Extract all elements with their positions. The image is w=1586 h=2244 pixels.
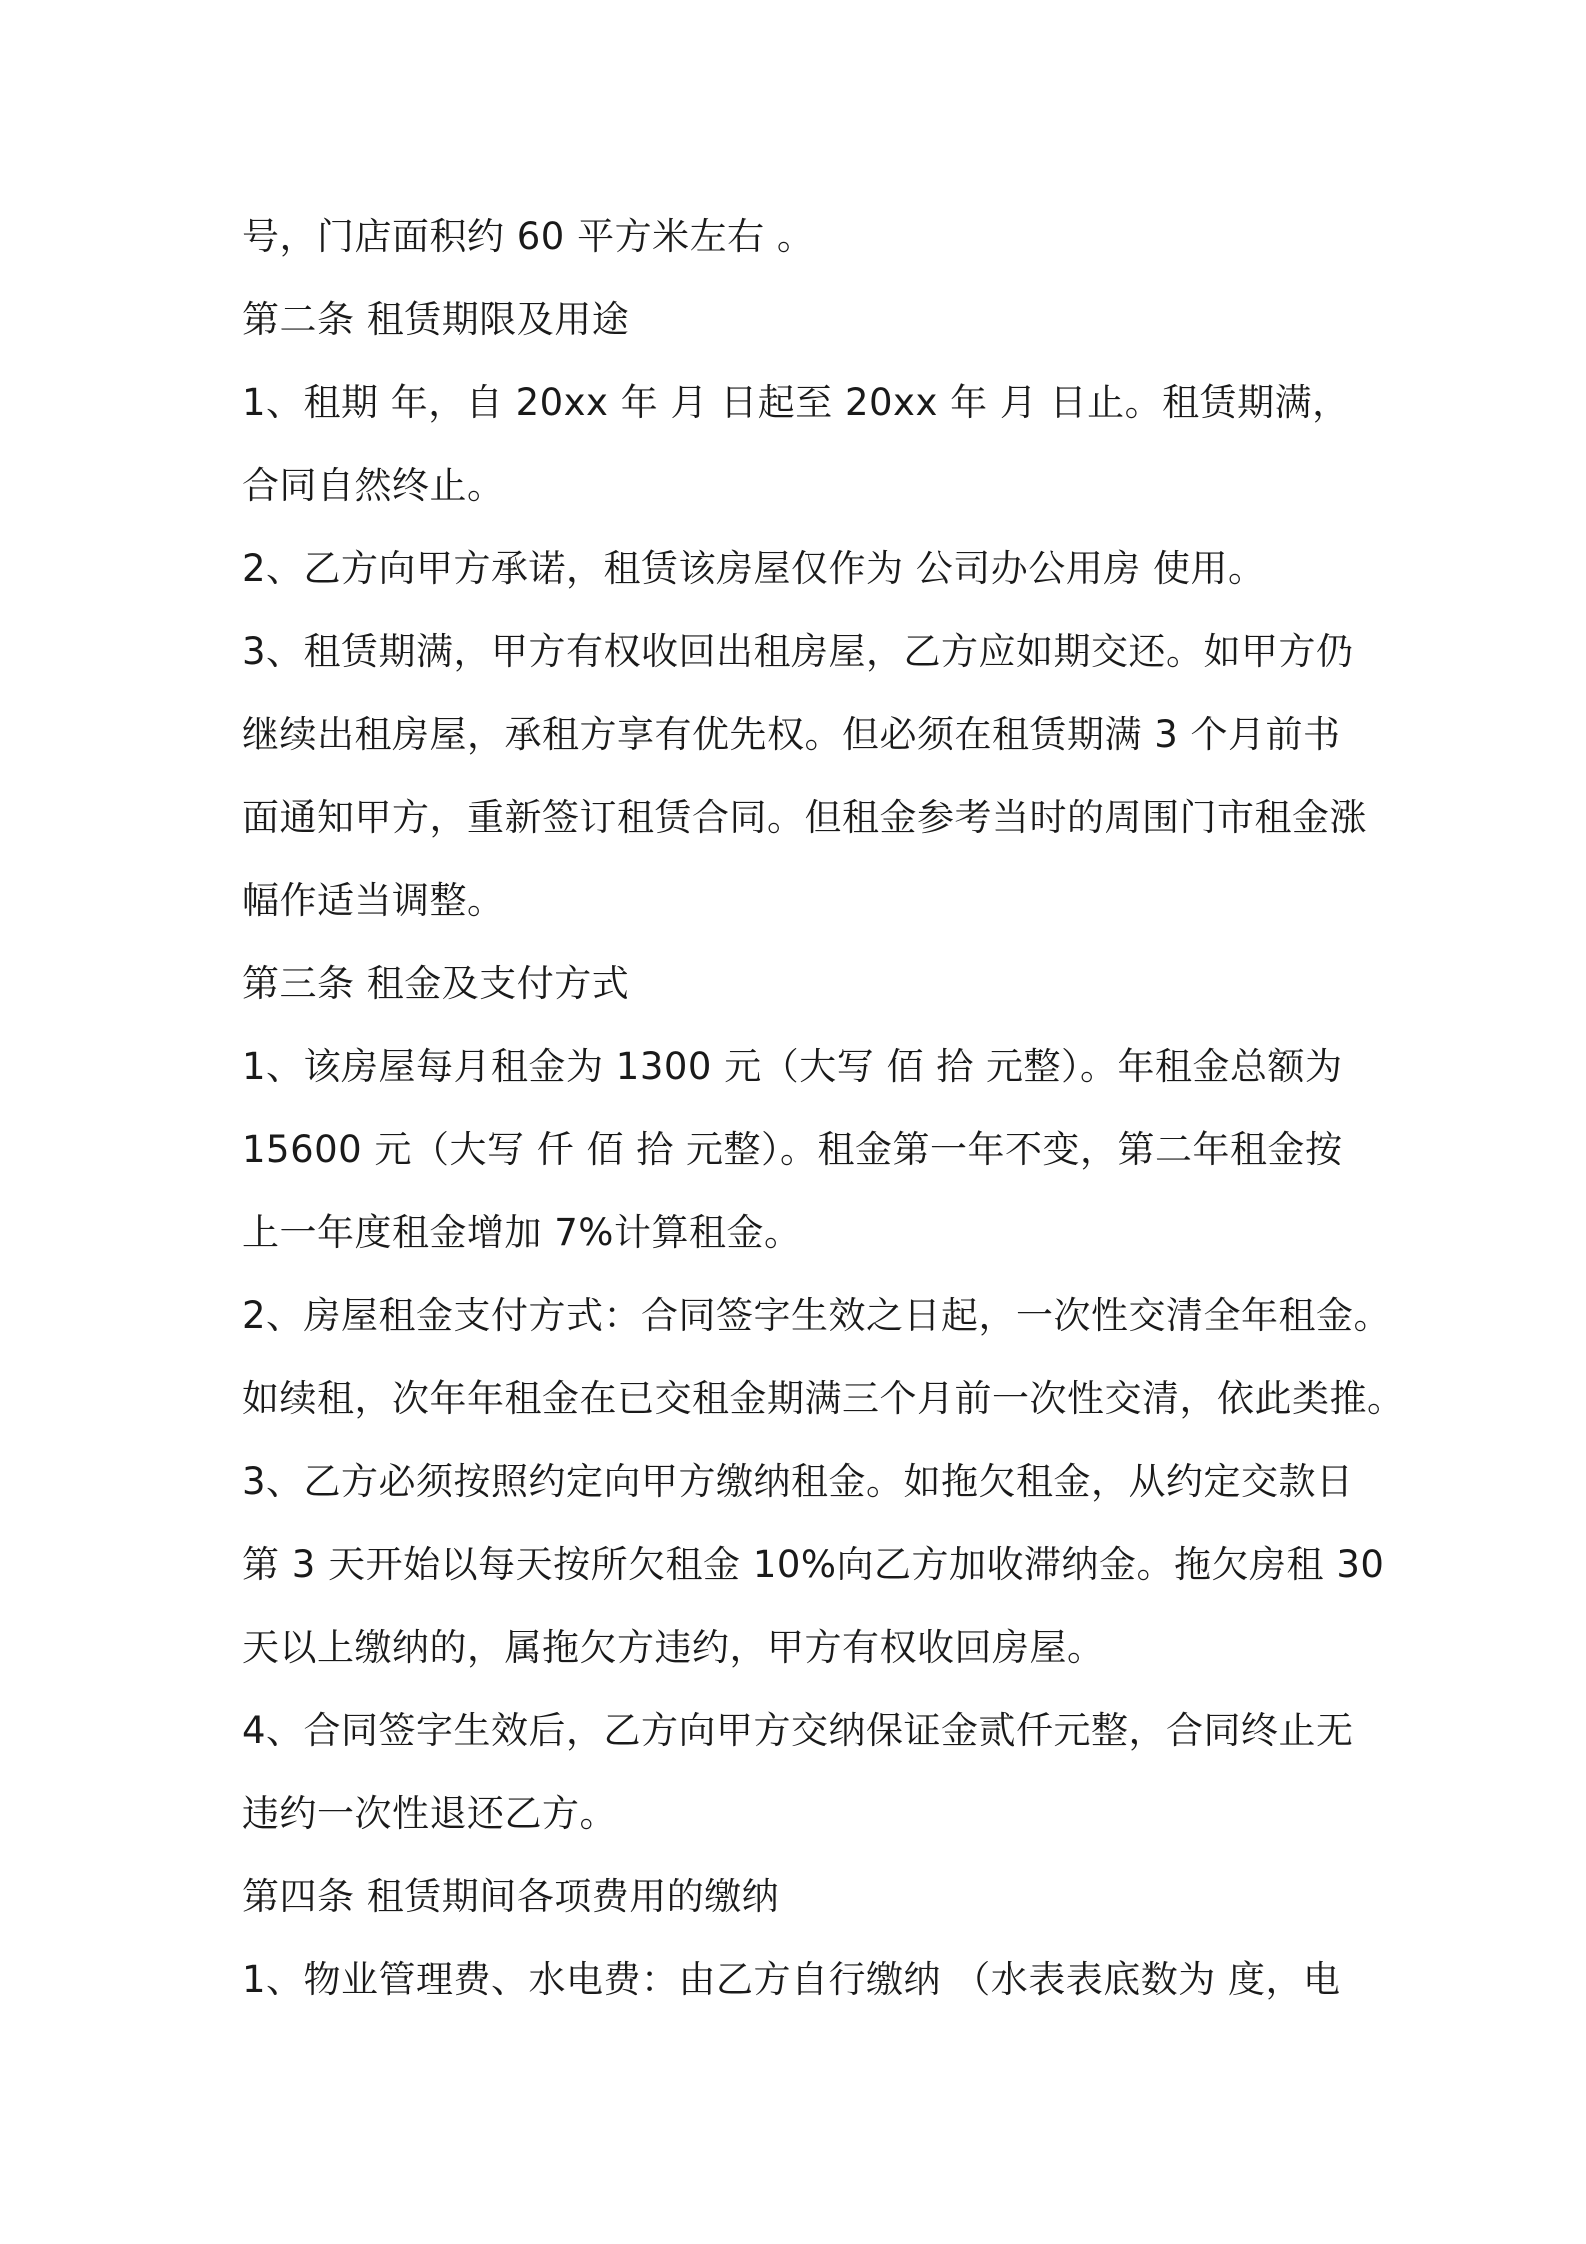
text-line: 上一年度租金增加 7%计算租金。 — [242, 1211, 802, 1254]
text-line: 2、乙方向甲方承诺，租赁该房屋仅作为 公司办公用房 使用。 — [242, 547, 1266, 590]
text-line: 继续出租房屋，承租方享有优先权。但必须在租赁期满 3 个月前书 — [242, 713, 1341, 756]
text-line: 号，门店面积约 60 平方米左右 。 — [242, 215, 815, 258]
text-line: 合同自然终止。 — [242, 464, 505, 507]
contract-text — [242, 195, 1405, 2021]
text-line: 第 3 天开始以每天按所欠租金 10%向乙方加收滞纳金。拖欠房租 30 — [242, 1543, 1385, 1586]
text-line: 3、乙方必须按照约定向甲方缴纳租金。如拖欠租金，从约定交款日 — [242, 1460, 1354, 1503]
text-line: 3、租赁期满，甲方有权收回出租房屋，乙方应如期交还。如甲方仍 — [242, 630, 1354, 673]
section-heading: 第三条 租金及支付方式 — [242, 962, 630, 1005]
text-line: 15600 元（大写 仟 佰 拾 元整）。租金第一年不变，第二年租金按 — [242, 1128, 1343, 1171]
text-line: 天以上缴纳的，属拖欠方违约，甲方有权收回房屋。 — [242, 1626, 1105, 1669]
text-line: 如续租，次年年租金在已交租金期满三个月前一次性交清，依此类推。 — [242, 1377, 1405, 1420]
text-line: 1、物业管理费、水电费：由乙方自行缴纳 （水表表底数为 度，电 — [242, 1958, 1341, 2001]
text-line: 违约一次性退还乙方。 — [242, 1792, 617, 1835]
text-line: 1、该房屋每月租金为 1300 元（大写 佰 拾 元整）。年租金总额为 — [242, 1045, 1343, 1088]
text-line: 4、合同签字生效后，乙方向甲方交纳保证金贰仟元整，合同终止无 — [242, 1709, 1354, 1752]
section-heading: 第四条 租赁期间各项费用的缴纳 — [242, 1875, 780, 1918]
text-line: 幅作适当调整。 — [242, 879, 505, 922]
text-line: 1、租期 年，自 20xx 年 月 日起至 20xx 年 月 日止。租赁期满， — [242, 381, 1350, 424]
text-line: 面通知甲方，重新签订租赁合同。但租金参考当时的周围门市租金涨 — [242, 796, 1367, 839]
text-line: 2、房屋租金支付方式：合同签字生效之日起，一次性交清全年租金。 — [242, 1294, 1392, 1337]
section-heading: 第二条 租赁期限及用途 — [242, 298, 630, 341]
